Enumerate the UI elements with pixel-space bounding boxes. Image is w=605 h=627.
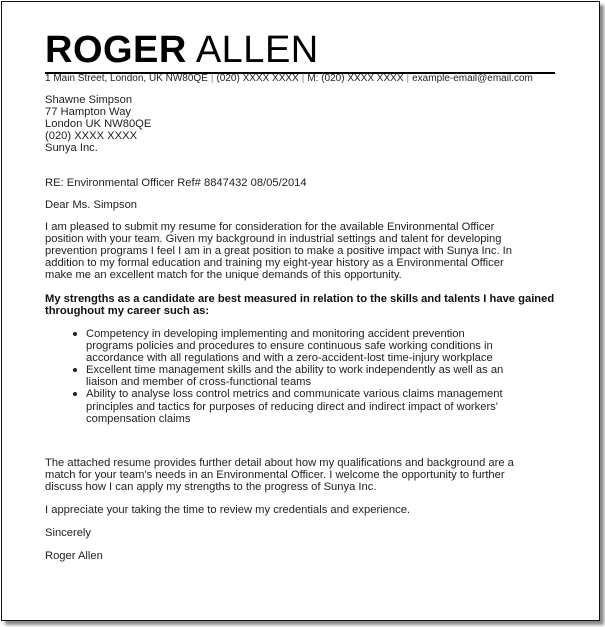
bullet-icon	[73, 368, 77, 372]
text-line: I am pleased to submit my resume for consideration for the available Environmental Officer	[45, 221, 495, 233]
email: example-email@email.com	[412, 73, 533, 84]
recipient-company: Sunya Inc.	[45, 142, 98, 155]
list-item	[45, 388, 503, 424]
closing-paragraph	[45, 457, 514, 493]
strengths-heading	[45, 293, 554, 317]
list-item	[45, 328, 503, 364]
text-line: The attached resume provides further detail about how my qualifications and background are a	[45, 457, 514, 469]
bullet-icon	[73, 332, 77, 336]
list-item	[45, 364, 503, 388]
appreciation: I appreciate your taking the time to review my credentials and experience.	[45, 504, 411, 516]
text-line: Excellent time management skills and the ability to work independently as well as an	[86, 364, 504, 377]
signature-name: Roger Allen	[45, 550, 103, 562]
recipient-street: 77 Hampton Way	[45, 106, 132, 119]
text-line: liaison and member of cross-functional teams	[86, 376, 312, 389]
text-line: Ability to analyse loss control metrics and communicate various claims management	[86, 388, 503, 401]
text-line: position with your team. Given my background in industrial settings and talent for developing	[45, 233, 502, 246]
text-line: principles and tactics for purposes of reducing direct and indirect impact of workers'	[86, 400, 498, 413]
intro-paragraph	[45, 221, 512, 281]
text-line: My strengths as a candidate are best measured in relation to the skills and talents I have gained	[45, 293, 555, 305]
bullet-icon	[73, 392, 77, 396]
sign-off: Sincerely	[45, 527, 92, 539]
text-line: addition to my formal education and training my eight-year history as a Environmental Officer	[45, 257, 504, 270]
text-line: programs policies and procedures to ensure continuous safe working conditions in	[86, 340, 493, 353]
text-line: throughout my career such as:	[45, 305, 210, 318]
subject-line: RE: Environmental Officer Ref# 8847432 08/05/2014	[45, 177, 307, 189]
text-line: prevention programs I feel I am in a great position to make a positive impact with Sunya Inc. In	[45, 245, 513, 258]
recipient-city: London UK NW80QE	[45, 118, 152, 131]
recipient-phone: (020) XXXX XXXX	[45, 130, 138, 143]
applicant-name	[45, 30, 319, 70]
text-line: match for your team's needs in an Environmental Officer. I welcome the opportunity to further	[45, 469, 505, 482]
recipient-name: Shawne Simpson	[45, 94, 133, 106]
text-line: accordance with all regulations and with a zero-accident-lost time-injury workplace	[86, 352, 493, 365]
text-line: Competency in developing implementing and monitoring accident prevention	[86, 328, 465, 340]
text-line: discuss how I can apply my strengths to the progress of Sunya Inc.	[45, 481, 377, 494]
strengths-list	[45, 328, 503, 425]
mobile: M: (020) XXXX XXXX	[307, 73, 404, 84]
contact-line: 1 Main Street, London, UK NW80QE | (020) XXXX XXXX | M: (020) XXXX XXXX | example-email@email.com	[45, 73, 533, 84]
last-name: ALLEN	[195, 29, 319, 71]
salutation: Dear Ms. Simpson	[45, 199, 138, 211]
text-line: make me an excellent match for the unique demands of this opportunity.	[45, 269, 402, 282]
phone: (020) XXXX XXXX	[216, 73, 299, 84]
text-line: compensation claims	[86, 412, 191, 425]
address: 1 Main Street, London, UK NW80QE	[45, 73, 208, 84]
first-name: ROGER	[45, 29, 187, 71]
recipient-block	[45, 94, 151, 154]
